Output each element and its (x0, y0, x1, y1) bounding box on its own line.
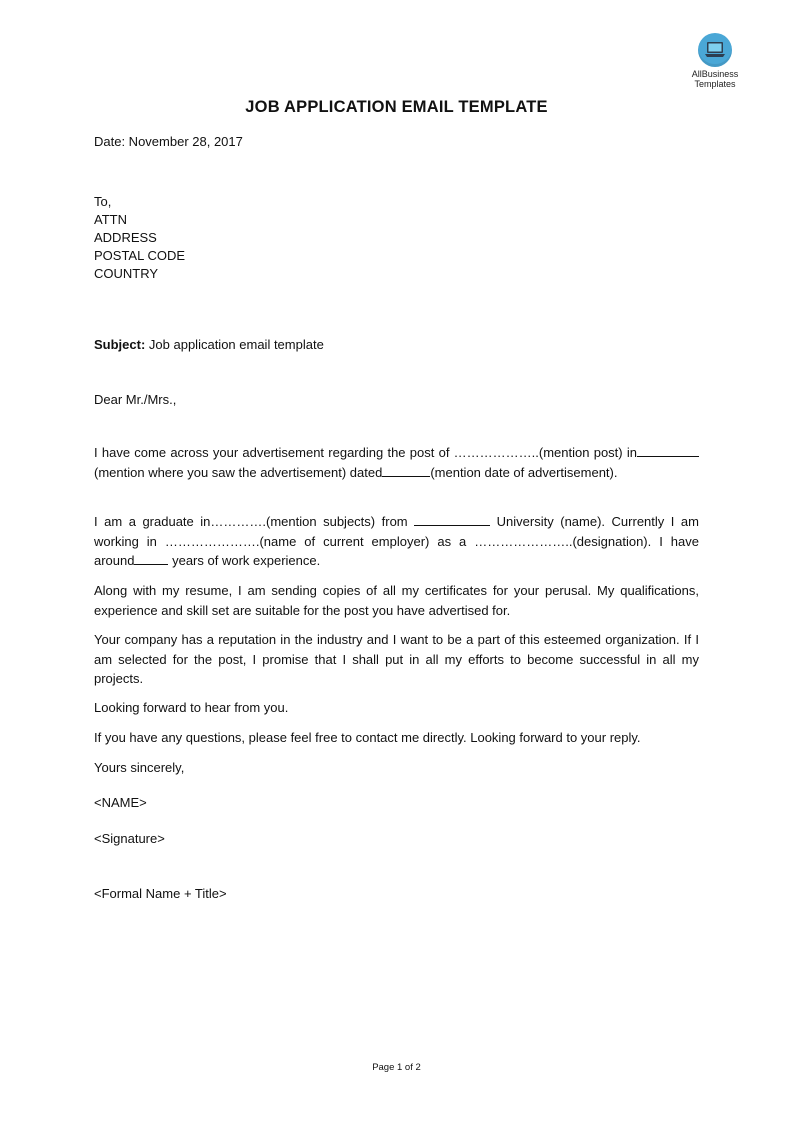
paragraph-resume: Along with my resume, I am sending copies of all my certificates for your perusal. My qualifications, experience and skill set are suitable for the post you have advertised for. (94, 583, 699, 618)
p2-text-b: University (name). Currently I am working in ………………….(name of current employer) as a …………………..(designation). I have around (94, 514, 699, 568)
subject-label: Subject: (94, 337, 146, 352)
subject-line (94, 336, 324, 354)
p2-text-a: I am a graduate in………….(mention subjects) from (94, 514, 408, 529)
subject-text: Job application email template (148, 337, 324, 352)
blank-advertisement-date[interactable] (382, 464, 430, 477)
blank-years[interactable] (134, 552, 168, 565)
blank-advertisement-source[interactable] (637, 444, 699, 457)
document-title: JOB APPLICATION EMAIL TEMPLATE (245, 98, 548, 116)
p1-text-c: (mention date of advertisement). (430, 464, 618, 480)
paragraph-questions: If you have any questions, please feel free to contact me directly. Looking forward to your reply. (94, 730, 641, 745)
address-country: COUNTRY (94, 266, 159, 281)
address-postal-code: POSTAL CODE (94, 248, 186, 263)
paragraph-company: Your company has a reputation in the industry and I want to be a part of this esteemed organization. If I am selected for the post, I promise that I shall put in all my efforts to become successful in all my projects. (94, 632, 699, 686)
page-number: Page 1 of 2 (372, 1062, 421, 1073)
p1-text-b: (mention where you saw the advertisement) dated (94, 464, 383, 480)
address-attn: ATTN (94, 212, 127, 227)
blank-university[interactable] (414, 513, 490, 526)
paragraph-looking-forward: Looking forward to hear from you. (94, 700, 289, 715)
address-to: To, (94, 194, 112, 209)
address-address: ADDRESS (94, 230, 157, 245)
logo-text-line2: Templates (694, 79, 736, 89)
p1-text-a: I have come across your advertisement regarding the post of ………………..(mention post) in (94, 445, 637, 460)
brand-logo[interactable] (684, 33, 746, 89)
formal-name-placeholder: <Formal Name + Title> (94, 886, 227, 901)
paragraph-advertisement (94, 443, 699, 482)
document-date: Date: November 28, 2017 (94, 134, 243, 149)
greeting: Dear Mr./Mrs., (94, 392, 177, 407)
signature-placeholder: <Signature> (94, 831, 165, 846)
p2-text-c: years of work experience. (168, 553, 321, 568)
laptop-icon (698, 33, 732, 67)
name-placeholder: <NAME> (94, 795, 147, 810)
closing: Yours sincerely, (94, 760, 185, 775)
logo-text-line1: AllBusiness (691, 69, 739, 79)
paragraph-qualifications (94, 512, 699, 571)
